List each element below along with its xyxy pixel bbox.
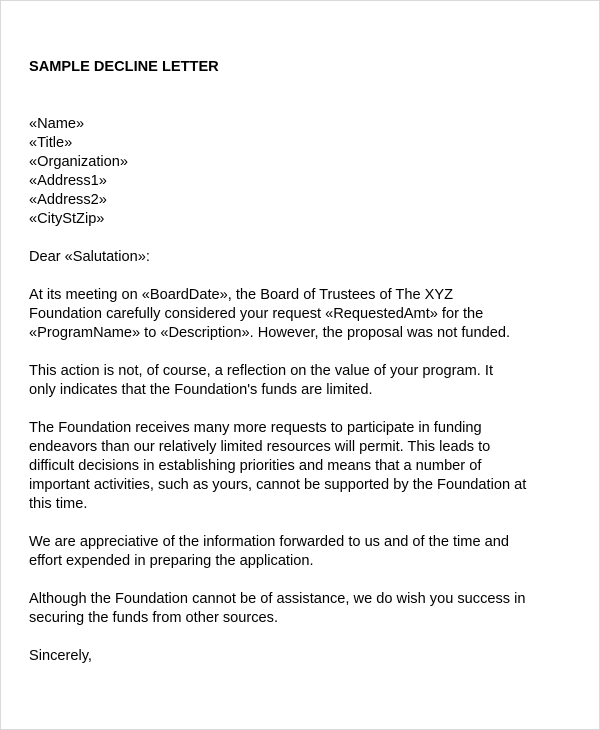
paragraph-line: Foundation carefully considered your request «RequestedAmt» for the	[29, 306, 484, 322]
address-line-name: «Name»	[29, 116, 85, 132]
paragraph-line: This action is not, of course, a reflection on the value of your program. It	[29, 363, 493, 379]
address-line-organization: «Organization»	[29, 154, 128, 170]
recipient-address-block	[29, 115, 574, 229]
paragraph-line: this time.	[29, 496, 88, 512]
paragraph-line: At its meeting on «BoardDate», the Board of Trustees of The XYZ	[29, 287, 453, 303]
paragraph-meeting	[29, 286, 574, 343]
paragraph-priorities	[29, 419, 574, 514]
paragraph-line: We are appreciative of the information forwarded to us and of the time and	[29, 534, 509, 550]
paragraph-line: effort expended in preparing the application.	[29, 553, 314, 569]
closing-text: Sincerely,	[29, 648, 92, 664]
letter-content	[29, 58, 574, 685]
paragraph-line: securing the funds from other sources.	[29, 610, 279, 626]
paragraph-wishes	[29, 590, 574, 628]
paragraph-line: difficult decisions in establishing priorities and means that a number of	[29, 458, 482, 474]
paragraph-line: only indicates that the Foundation's funds are limited.	[29, 382, 373, 398]
closing	[29, 647, 574, 666]
paragraph-line: endeavors than our relatively limited resources will permit. This leads to	[29, 439, 491, 455]
paragraph-line: The Foundation receives many more requests to participate in funding	[29, 420, 482, 436]
address-line-address1: «Address1»	[29, 173, 107, 189]
paragraph-appreciation	[29, 533, 574, 571]
salutation-text: Dear «Salutation»:	[29, 249, 150, 265]
paragraph-line: Although the Foundation cannot be of assistance, we do wish you success in	[29, 591, 526, 607]
document-title: SAMPLE DECLINE LETTER	[29, 59, 219, 75]
address-line-title: «Title»	[29, 135, 73, 151]
salutation	[29, 248, 574, 267]
address-line-address2: «Address2»	[29, 192, 107, 208]
paragraph-line: «ProgramName» to «Description». However, the proposal was not funded.	[29, 325, 511, 341]
address-line-citystzip: «CityStZip»	[29, 211, 105, 227]
paragraph-line: important activities, such as yours, cannot be supported by the Foundation at	[29, 477, 527, 493]
paragraph-reflection	[29, 362, 574, 400]
